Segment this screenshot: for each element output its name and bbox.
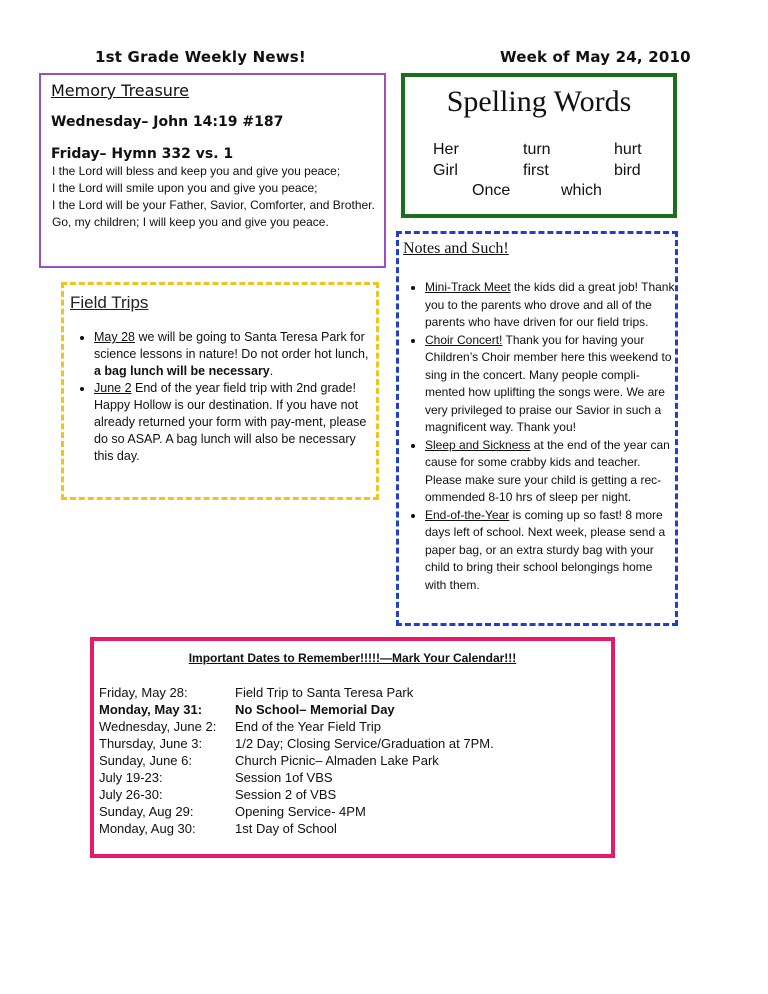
- note-text: Thank you for having your Children’s Choir member here this weekend to sing in the concert. Many people compli-mented how uplifting the songs were. We are very privileged to praise our Savior in such a magnificent way. Thank you!: [425, 332, 672, 434]
- date-label: Sunday, Aug 29:: [99, 804, 194, 819]
- date-label: Monday, Aug 30:: [99, 821, 196, 836]
- list-item: [94, 380, 370, 465]
- spelling-word: hurt: [614, 141, 642, 158]
- note-text: the kids did a great job! Thank you to the parents who drove and all of the parents who have driven for our field trips.: [425, 280, 675, 329]
- date-event: 1st Day of School: [235, 821, 337, 836]
- hymn-line: I the Lord will be your Father, Savior, Comforter, and Brother.: [52, 198, 375, 212]
- trip-text: End of the year field trip with 2nd grade! Happy Hollow is our destination. If you have not already returned your form with pay-ment, please do so ASAP. A bag lunch will also be necessary this day.: [94, 381, 367, 463]
- memory-treasure-box: [39, 73, 386, 268]
- date-label: July 26-30:: [99, 787, 163, 802]
- trip-date: June 2: [94, 381, 132, 395]
- note-text: is coming up so fast! 8 more days left of school. Next week, please send a paper bag, or an extra sturdy bag with your child to bring their school belongings home with them.: [425, 507, 666, 592]
- notes-title: Notes and Such!: [403, 240, 509, 257]
- note-heading: Sleep and Sickness: [425, 437, 531, 452]
- note-heading: End-of-the-Year: [425, 507, 510, 522]
- spelling-word: Girl: [433, 162, 458, 179]
- list-item: [425, 332, 675, 437]
- memory-friday: Friday– Hymn 332 vs. 1: [51, 146, 234, 162]
- spelling-word: bird: [614, 162, 641, 179]
- trip-date: May 28: [94, 330, 135, 344]
- field-trips-title: Field Trips: [70, 293, 149, 312]
- spelling-word: turn: [523, 141, 551, 158]
- list-item: [425, 437, 675, 507]
- spelling-words-box: [401, 73, 677, 218]
- field-trips-list: [70, 329, 370, 465]
- date-event: No School– Memorial Day: [235, 702, 395, 717]
- date-label: Thursday, June 3:: [99, 736, 203, 751]
- date-event: 1/2 Day; Closing Service/Graduation at 7PM.: [235, 736, 494, 751]
- important-dates-title: Important Dates to Remember!!!!!—Mark Your Calendar!!!: [188, 651, 517, 665]
- trip-text: we will be going to Santa Teresa Park for science lessons in nature! Do not order hot lunch,: [94, 330, 369, 361]
- date-label: Wednesday, June 2:: [99, 719, 217, 734]
- spelling-words-title: Spelling Words: [446, 85, 632, 118]
- date-event: End of the Year Field Trip: [235, 719, 381, 734]
- hymn-line: I the Lord will smile upon you and give you peace;: [52, 181, 318, 195]
- date-event: Session 2 of VBS: [235, 787, 337, 802]
- date-event: Opening Service- 4PM: [235, 804, 366, 819]
- memory-treasure-title: Memory Treasure: [51, 81, 189, 100]
- note-text: at the end of the year can cause for some crabby kids and teacher. Please make sure your child is getting a rec-ommended 8-10 hrs of sleep per night.: [425, 437, 670, 504]
- date-label: Sunday, June 6:: [99, 753, 192, 768]
- field-trips-box: [61, 282, 379, 500]
- hymn-line: I the Lord will bless and keep you and give you peace;: [52, 164, 341, 178]
- trip-bold-text: a bag lunch will be necessary: [94, 364, 270, 378]
- newsletter-title: 1st Grade Weekly News!: [95, 48, 306, 66]
- date-label: Monday, May 31:: [99, 702, 203, 717]
- list-item: [94, 329, 370, 380]
- trip-tail: .: [269, 364, 274, 378]
- important-dates-box: [90, 637, 615, 858]
- date-event: Church Picnic– Almaden Lake Park: [235, 753, 439, 768]
- hymn-line: Go, my children; I will keep you and give you peace.: [52, 215, 329, 229]
- spelling-word: first: [523, 162, 549, 179]
- date-event: Field Trip to Santa Teresa Park: [235, 685, 414, 700]
- notes-list: [401, 279, 675, 594]
- memory-wednesday: Wednesday– John 14:19 #187: [51, 114, 284, 130]
- list-item: [425, 279, 675, 332]
- note-heading: Choir Concert!: [425, 332, 503, 347]
- week-date: Week of May 24, 2010: [500, 48, 691, 66]
- note-heading: Mini-Track Meet: [425, 280, 511, 294]
- list-item: [425, 507, 675, 595]
- spelling-word: Once: [472, 182, 511, 199]
- date-label: July 19-23:: [99, 770, 163, 785]
- spelling-word: which: [561, 182, 602, 199]
- date-event: Session 1of VBS: [235, 770, 333, 785]
- spelling-word: Her: [433, 141, 459, 158]
- date-label: Friday, May 28:: [99, 685, 188, 700]
- notes-box: [396, 231, 678, 626]
